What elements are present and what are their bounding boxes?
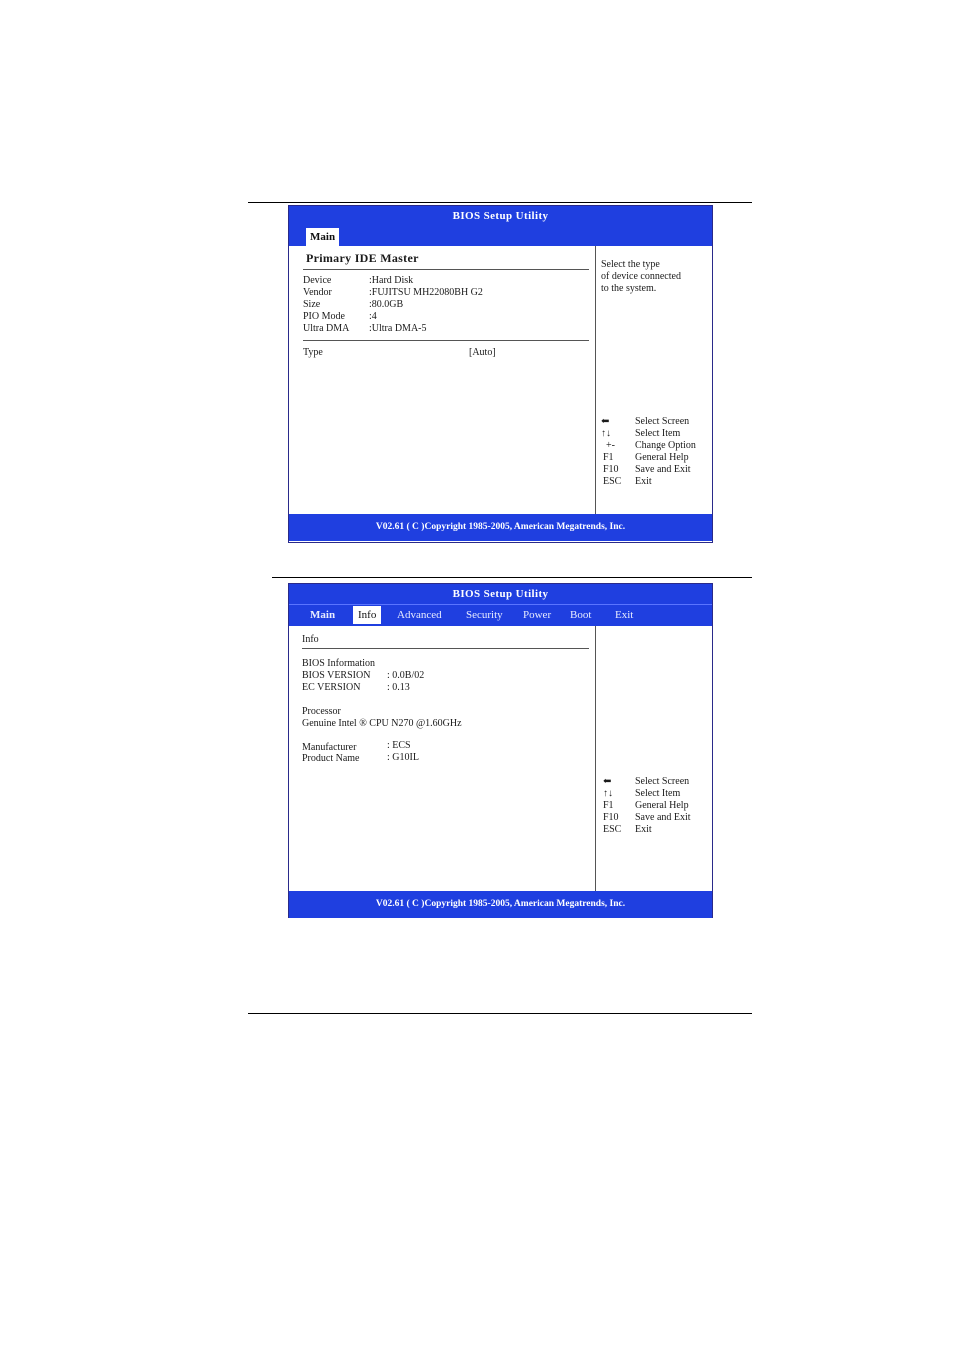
key-esc: ESC xyxy=(603,824,622,835)
field-value: :FUJITSU MH22080BH G2 xyxy=(369,287,483,298)
tab-main[interactable]: Main xyxy=(310,609,336,621)
processor-value: Genuine Intel ® CPU N270 @1.60GHz xyxy=(302,718,462,729)
key-plus-minus: +- xyxy=(606,440,615,451)
key-desc: Select Item xyxy=(635,788,681,799)
tab-bar xyxy=(289,226,712,246)
key-desc: Change Option xyxy=(635,440,696,451)
type-option[interactable]: [Auto] xyxy=(469,347,496,358)
key-f10: F10 xyxy=(603,464,619,475)
ec-version-label: EC VERSION xyxy=(302,682,361,693)
up-down-arrow-icon: ↑↓ xyxy=(601,428,611,439)
tab-exit[interactable]: Exit xyxy=(615,609,634,621)
help-pane xyxy=(595,246,712,514)
field-value: :80.0GB xyxy=(369,299,404,310)
help-text: of device connected xyxy=(601,271,681,282)
field-value: :Ultra DMA-5 xyxy=(369,323,427,334)
key-desc: Save and Exit xyxy=(635,812,691,823)
field-label: PIO Mode xyxy=(303,311,345,322)
content-area xyxy=(289,246,712,514)
help-pane xyxy=(595,626,712,891)
content-area xyxy=(289,626,712,891)
tab-security[interactable]: Security xyxy=(466,609,503,621)
field-label: Ultra DMA xyxy=(303,323,350,334)
ec-version-value: : 0.13 xyxy=(387,682,410,693)
key-desc: Exit xyxy=(635,824,652,835)
divider xyxy=(303,269,589,270)
key-desc: Select Screen xyxy=(635,776,690,787)
bios-screen-info xyxy=(288,583,713,918)
bios-screen-primary-ide xyxy=(288,205,713,543)
info-pane xyxy=(289,626,595,891)
bios-info-heading: BIOS Information xyxy=(302,658,376,669)
help-text: Select the type xyxy=(601,259,660,270)
manufacturer-value: : ECS xyxy=(387,740,411,751)
key-f1: F1 xyxy=(603,800,614,811)
key-desc: Select Item xyxy=(635,428,681,439)
tab-main[interactable]: Main xyxy=(306,228,339,246)
tab-info[interactable]: Info xyxy=(353,606,381,624)
manufacturer-label: Manufacturer xyxy=(302,742,357,753)
tab-boot[interactable]: Boot xyxy=(570,609,592,621)
field-label: Size xyxy=(303,299,321,310)
tab-advanced[interactable]: Advanced xyxy=(397,609,442,621)
left-arrow-icon: ⬅ xyxy=(601,416,610,427)
copyright-footer: V02.61 ( C )Copyright 1985-2005, American Megatrends, Inc. xyxy=(289,891,712,918)
type-label: Type xyxy=(303,347,323,358)
help-text: to the system. xyxy=(601,283,657,294)
product-name-label: Product Name xyxy=(302,753,360,764)
tab-bar xyxy=(289,604,712,626)
window-title: BIOS Setup Utility xyxy=(289,584,712,604)
field-label: Vendor xyxy=(303,287,332,298)
key-desc: General Help xyxy=(635,452,689,463)
settings-pane xyxy=(289,246,595,514)
key-desc: Save and Exit xyxy=(635,464,691,475)
section-title: Primary IDE Master xyxy=(306,251,419,265)
field-value: :Hard Disk xyxy=(369,275,414,286)
tab-power[interactable]: Power xyxy=(523,609,552,621)
up-down-arrow-icon: ↑↓ xyxy=(603,788,613,799)
key-desc: General Help xyxy=(635,800,689,811)
bios-version-label: BIOS VERSION xyxy=(302,670,371,681)
key-f10: F10 xyxy=(603,812,619,823)
divider xyxy=(303,340,589,341)
key-desc: Exit xyxy=(635,476,652,487)
key-f1: F1 xyxy=(603,452,614,463)
field-label: Device xyxy=(303,275,332,286)
key-desc: Select Screen xyxy=(635,416,690,427)
bottom-rule xyxy=(248,1013,752,1014)
key-esc: ESC xyxy=(603,476,622,487)
window-title: BIOS Setup Utility xyxy=(289,206,712,226)
divider xyxy=(302,648,589,649)
field-value: :4 xyxy=(369,311,377,322)
product-name-value: : G10IL xyxy=(387,752,419,763)
bios-version-value: : 0.0B/02 xyxy=(387,670,425,681)
middle-rule xyxy=(272,577,752,578)
section-title: Info xyxy=(302,634,319,645)
processor-heading: Processor xyxy=(302,706,341,717)
copyright-footer: V02.61 ( C )Copyright 1985-2005, American Megatrends, Inc. xyxy=(289,514,712,541)
left-arrow-icon: ⬅ xyxy=(603,776,612,787)
top-rule xyxy=(248,202,752,203)
